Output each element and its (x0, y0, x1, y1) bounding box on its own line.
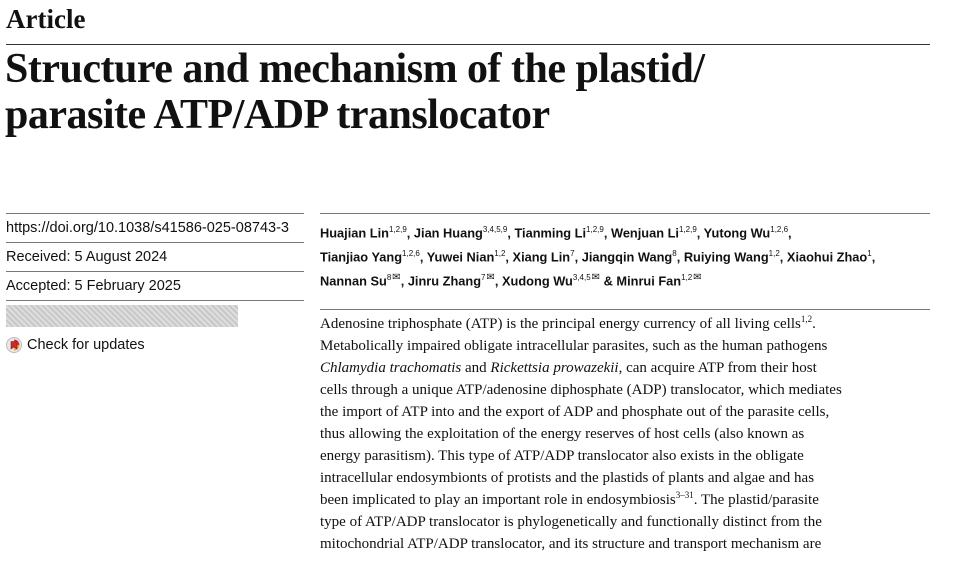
check-updates-label: Check for updates (27, 337, 145, 353)
email-icon[interactable]: ✉ (693, 271, 702, 283)
article-title (5, 46, 945, 138)
author-affiliation: 3,4,5 (572, 272, 591, 282)
accepted-date: Accepted: 5 February 2025 (6, 278, 181, 294)
author-name[interactable]: Ruiying Wang (683, 249, 769, 265)
abstract-line: intracellular endosymbionts of protists and the plastids of plants and algae and has (320, 470, 815, 486)
author-affiliation: 1,2 (681, 272, 693, 282)
abstract-line: the import of ATP into and the export of ADP and phosphate out of the parasite cells, (320, 404, 830, 420)
abstract-divider (320, 309, 930, 310)
author-affiliation: 8 (672, 248, 677, 258)
author-affiliation: 7 (570, 248, 575, 258)
author-affiliation: 1,2,9 (388, 225, 407, 234)
author-name[interactable]: Minrui Fan (616, 272, 682, 288)
author-affiliation: 8 (386, 272, 392, 282)
author-affiliation: 3,4,5,9 (482, 225, 508, 234)
author-name[interactable]: Xiang Lin (512, 249, 571, 265)
email-icon[interactable]: ✉ (591, 271, 601, 283)
abstract-line: been implicated to play an important role in endosymbiosis$^{3-31}$. The plastid/parasite (320, 490, 819, 508)
author-name[interactable]: Jiangqin Wang (581, 249, 673, 265)
author-list: Huajian Lin$^{1,2,9}$, Jian Huang$^{3,4,5,9}$, Tianming Li$^{1,2,9}$, Wenjuan Li$^{1,2,9}$, Yutong Wu$^{1,2,6}$, Tianjiao Yang$^{1,2,6}$, Yuwei Nian$^{1,2}$, Xiang Lin$^7$, Jiangqin Wang$^8$, Ruiying Wang$^{1,2}$, Xiaohui Zhao$^1$, Nannan Su$^8$✉, Jinru Zhang$^7$✉, Xudong Wu$^{3,4,5}$✉ & Minrui Fan$^{1,2}$✉ (320, 225, 876, 288)
authors-divider (320, 213, 930, 214)
abstract-line: Metabolically impaired obligate intracellular parasites, such as the human pathogens (320, 338, 828, 354)
redacted-block (6, 305, 238, 327)
author-affiliation: 1,2,9 (678, 225, 697, 234)
abstract-line: mitochondrial ATP/ADP translocator, and its structure and transport mechanism are (320, 536, 822, 552)
author-affiliation: 1 (867, 248, 872, 258)
author-name[interactable]: Wenjuan Li (610, 225, 679, 241)
email-icon[interactable]: ✉ (392, 271, 401, 283)
abstract-line: cells through a unique ATP/adenosine diphosphate (ADP) translocator, which mediates (320, 382, 842, 398)
email-icon[interactable]: ✉ (486, 271, 495, 283)
author-affiliation: 1,2,6 (402, 248, 420, 258)
author-affiliation: 1,2,9 (586, 225, 604, 234)
citation-ref[interactable]: 3–31 (675, 490, 694, 500)
article-type-label: Article (6, 4, 86, 34)
check-updates-icon (6, 337, 22, 353)
author-affiliation: 1,2,6 (770, 225, 789, 234)
author-name[interactable]: Huajian Lin (320, 225, 389, 241)
header-divider (6, 44, 930, 45)
title-line: Structure and mechanism of the plastid/ (5, 46, 705, 92)
author-name[interactable]: Tianming Li (514, 225, 587, 241)
abstract-line: Chlamydia trachomatis and Rickettsia prowazekii, can acquire ATP from their host (320, 360, 817, 376)
author-affiliation: 1,2 (768, 248, 780, 258)
abstract-line: energy parasitism). This type of ATP/ADP translocator also exists in the obligate (320, 448, 804, 464)
author-name[interactable]: Yutong Wu (703, 225, 771, 241)
abstract-line: thus allowing the exploitation of the energy reserves of host cells (also known as (320, 426, 805, 442)
citation-ref[interactable]: 1,2 (800, 314, 813, 324)
abstract-line: type of ATP/ADP translocator is phylogenetically and functionally distinct from the (320, 514, 822, 530)
author-name[interactable]: Xiaohui Zhao (786, 249, 868, 265)
meta-divider (6, 300, 304, 301)
author-affiliation: 7 (481, 272, 486, 282)
author-name[interactable]: Jinru Zhang (407, 272, 482, 288)
abstract-line: Adenosine triphosphate (ATP) is the principal energy currency of all living cells$^{1,2}$. (320, 314, 816, 332)
author-affiliation: 1,2 (494, 248, 506, 258)
abstract (320, 313, 940, 555)
author-name[interactable]: Tianjiao Yang (320, 249, 403, 265)
author-name[interactable]: Jian Huang (413, 225, 483, 241)
species-name: Rickettsia prowazekii (490, 360, 619, 376)
doi-link[interactable]: https://doi.org/10.1038/s41586-025-08743-3 (6, 220, 289, 236)
received-date: Received: 5 August 2024 (6, 249, 168, 265)
author-name[interactable]: Nannan Su (320, 272, 387, 288)
author-name[interactable]: Xudong Wu (502, 272, 573, 288)
article-metadata (6, 213, 304, 357)
author-name[interactable]: Yuwei Nian (426, 249, 495, 265)
species-name: Chlamydia trachomatis (320, 360, 462, 376)
title-line: parasite ATP/ADP translocator (5, 92, 550, 138)
check-for-updates-button[interactable] (6, 333, 304, 357)
